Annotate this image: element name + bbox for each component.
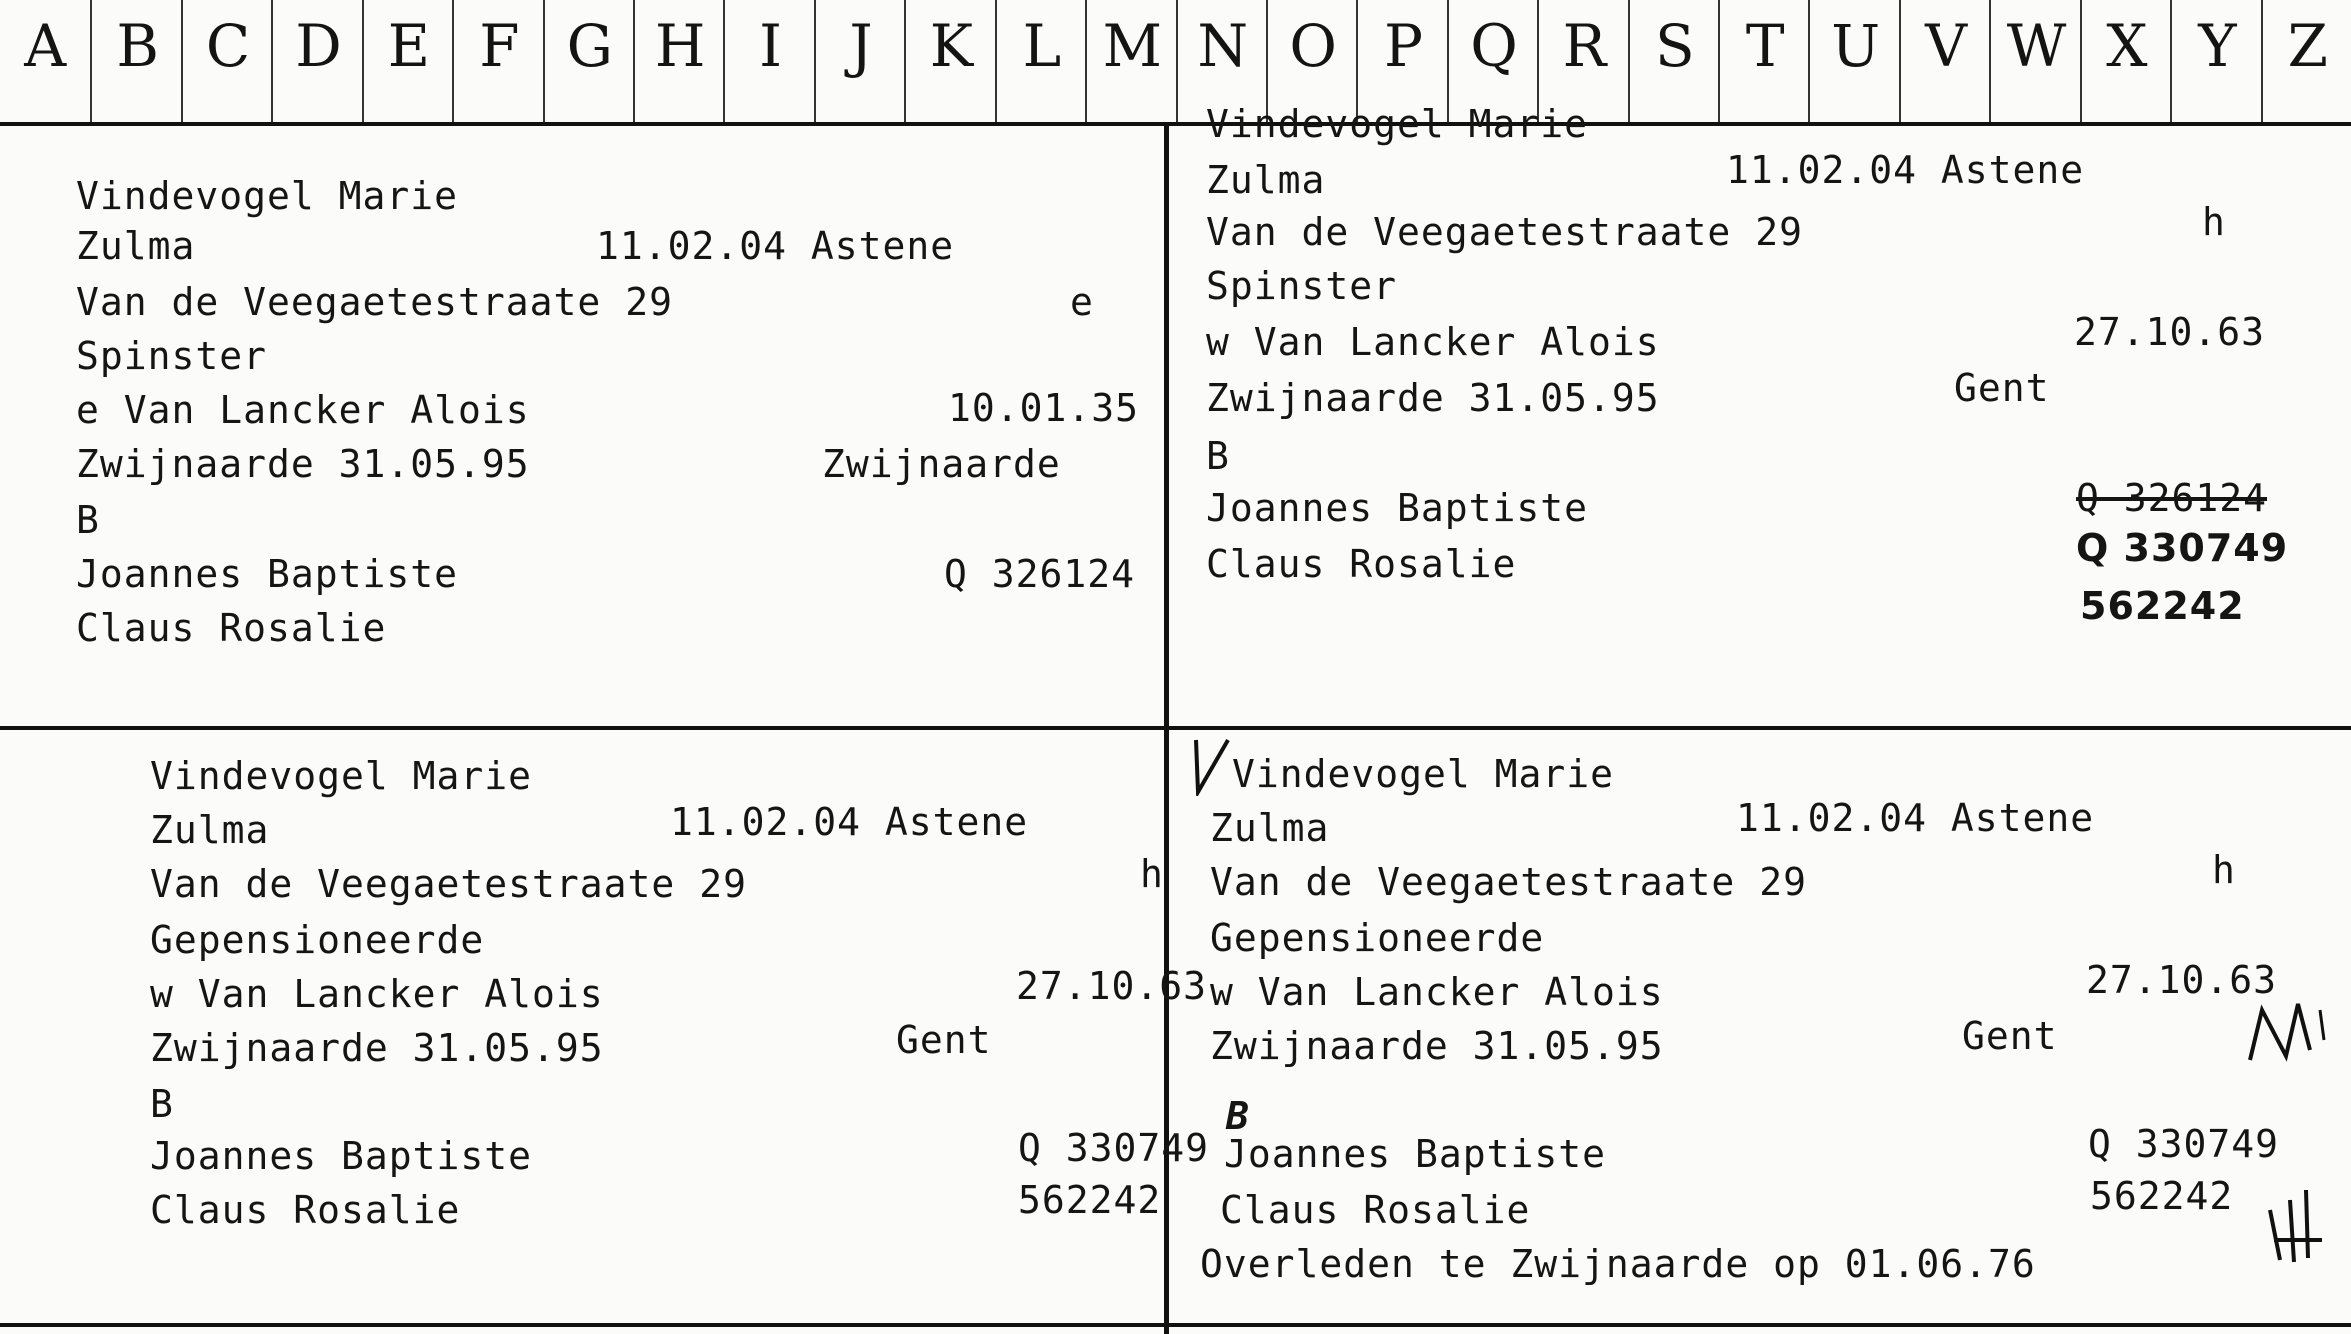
index-letter-b: B (90, 0, 182, 122)
registration-number: Q 330749 (1018, 1126, 1210, 1170)
index-letter-c: C (181, 0, 273, 122)
struck-registration-number: Q 326124 (2076, 476, 2268, 520)
name-line: Vindevogel Marie (76, 174, 459, 218)
death-note: Overleden te Zwijnaarde op 01.06.76 (1200, 1242, 2036, 1286)
mother: Claus Rosalie (1220, 1188, 1531, 1232)
spouse: w Van Lancker Alois (150, 972, 604, 1016)
second-number: 562242 (2090, 1174, 2234, 1218)
nationality: B (150, 1082, 174, 1126)
spouse: w Van Lancker Alois (1206, 320, 1660, 364)
name-line: Vindevogel Marie (150, 754, 533, 798)
spouse-death: Zwijnaarde 31.05.95 (150, 1026, 604, 1070)
index-letter-x: X (2080, 0, 2172, 122)
index-letter-u: U (1808, 0, 1900, 122)
spouse: w Van Lancker Alois (1210, 970, 1664, 1014)
place: Gent (1962, 1014, 2058, 1058)
spouse-death: Zwijnaarde 31.05.95 (1206, 376, 1660, 420)
occupation: Gepensioneerde (150, 918, 485, 962)
index-letter-y: Y (2170, 0, 2262, 122)
bottom-edge (0, 1323, 2351, 1327)
remarriage-date: 27.10.63 (2086, 958, 2278, 1002)
father: Joannes Baptiste (150, 1134, 533, 1178)
spouse: e Van Lancker Alois (76, 388, 530, 432)
father: Joannes Baptiste (76, 552, 459, 596)
new-registration-number: Q 330749 (2076, 526, 2289, 570)
given-name: Zulma (1206, 158, 1326, 202)
marker: h (1140, 852, 1164, 896)
second-number: 562242 (2080, 584, 2245, 628)
mother: Claus Rosalie (150, 1188, 461, 1232)
second-number: 562242 (1018, 1178, 1162, 1222)
address: Van de Veegaetestraate 29 (1206, 210, 1803, 254)
index-letter-a: A (24, 12, 67, 80)
index-letter-r: R (1537, 0, 1629, 122)
remarriage-date: 27.10.63 (2074, 310, 2266, 354)
birth-info: 11.02.04 Astene (1736, 796, 2095, 840)
index-letter-f: F (452, 0, 544, 122)
index-letter-n: N (1176, 0, 1268, 122)
index-letter-k: K (904, 0, 996, 122)
given-name: Zulma (150, 808, 270, 852)
name-line: Vindevogel Marie (1232, 752, 1615, 796)
given-name: Zulma (1210, 806, 1330, 850)
father: Joannes Baptiste (1224, 1132, 1607, 1176)
index-letter-i: I (723, 0, 815, 122)
address: Van de Veegaetestraate 29 (1210, 860, 1807, 904)
index-letter-l: L (995, 0, 1087, 122)
mother: Claus Rosalie (76, 606, 387, 650)
place: Gent (896, 1018, 992, 1062)
index-letter-w: W (1989, 0, 2081, 122)
mother: Claus Rosalie (1206, 542, 1517, 586)
index-letter-g: G (543, 0, 635, 122)
card-bottom-left (0, 730, 1210, 1322)
occupation: Spinster (76, 334, 268, 378)
index-letter-t: T (1718, 0, 1810, 122)
registration-number: Q 330749 (2088, 1122, 2280, 1166)
index-letter-e: E (362, 0, 454, 122)
spouse-death: Zwijnaarde 31.05.95 (76, 442, 530, 486)
spouse-death: Zwijnaarde 31.05.95 (1210, 1024, 1664, 1068)
index-letter-v: V (1899, 0, 1991, 122)
address: Van de Veegaetestraate 29 (150, 862, 747, 906)
handwritten-signature-scribble (2210, 990, 2340, 1280)
given-name: Zulma (76, 224, 196, 268)
birth-info: 11.02.04 Astene (1726, 148, 2085, 192)
index-letter-s: S (1628, 0, 1720, 122)
birth-info: 11.02.04 Astene (596, 224, 955, 268)
marker: e (1070, 280, 1094, 324)
card-top-left (0, 126, 1162, 724)
index-letter-d: D (271, 0, 363, 122)
index-letter-q: Q (1447, 0, 1539, 122)
index-letter-h: H (633, 0, 725, 122)
index-letter-m: M (1085, 0, 1177, 122)
nationality: B (76, 498, 100, 542)
father: Joannes Baptiste (1206, 486, 1589, 530)
marker: h (2202, 200, 2226, 244)
occupation: Gepensioneerde (1210, 916, 1545, 960)
card-top-right (1170, 100, 2351, 724)
nationality: B (1226, 1094, 1250, 1138)
handwritten-initial-v (1192, 736, 1232, 796)
occupation: Spinster (1206, 264, 1398, 308)
card-bottom-right (1170, 730, 2351, 1322)
index-letter-z: Z (2261, 0, 2351, 122)
marriage-date: 10.01.35 (948, 386, 1140, 430)
marker: h (2212, 848, 2236, 892)
address: Van de Veegaetestraate 29 (76, 280, 673, 324)
registration-number: Q 326124 (944, 552, 1136, 596)
marriage-place: Zwijnaarde (822, 442, 1061, 486)
name-line: Vindevogel Marie (1206, 102, 1589, 146)
place: Gent (1954, 366, 2050, 410)
index-letter-o: O (1266, 0, 1358, 122)
nationality: B (1206, 434, 1230, 478)
index-letter-p: P (1356, 0, 1448, 122)
birth-info: 11.02.04 Astene (670, 800, 1029, 844)
remarriage-date: 27.10.63 (1016, 964, 1208, 1008)
index-letter-j: J (814, 0, 906, 122)
